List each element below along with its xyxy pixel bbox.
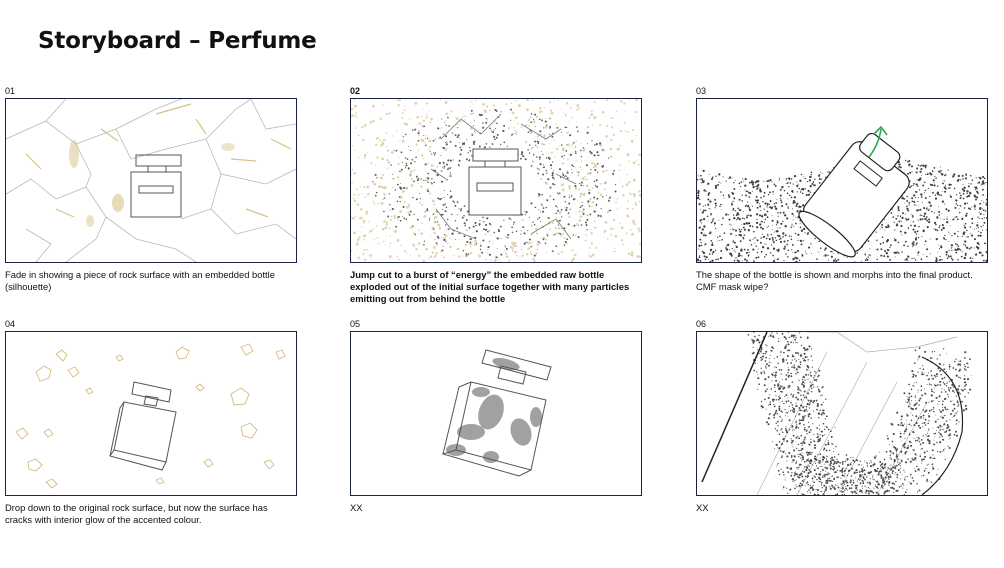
- cracked-rock-sketch: [6, 332, 296, 495]
- panel-sketch-frame: [696, 331, 988, 496]
- panel-caption: XX: [696, 502, 709, 513]
- panel-sketch-frame: [350, 331, 642, 496]
- panel-number: 03: [696, 86, 707, 96]
- panel-caption: Drop down to the original rock surface, but now the surface has cracks with interior glow of the accented colour.: [5, 502, 268, 525]
- panel-caption: The shape of the bottle is shown and morphs into the final product. CMF mask wipe?: [696, 269, 973, 292]
- storyboard-panel-04: [5, 317, 297, 526]
- storyboard-panel-02: [350, 84, 642, 305]
- storyboard-panel-05: [350, 317, 642, 514]
- panel-sketch-frame: [5, 331, 297, 496]
- panel-number: 01: [5, 86, 16, 96]
- panel-sketch-frame: [696, 98, 988, 263]
- panel-number: 06: [696, 319, 707, 329]
- bottle-morph-sketch: [697, 99, 987, 262]
- panel-caption: XX: [350, 502, 363, 513]
- panel-number: 04: [5, 319, 16, 329]
- energy-burst-sketch: [351, 99, 641, 262]
- panel-caption: Jump cut to a burst of “energy” the embedded raw bottle exploded out of the initial surface together with many particles emitting out from behind the bottle: [350, 269, 630, 304]
- particle-wipe-sketch: [697, 332, 987, 495]
- storyboard-panel-03: [696, 84, 988, 293]
- panel-sketch-frame: [5, 98, 297, 263]
- page-title: Storyboard – Perfume: [38, 28, 317, 54]
- storyboard-panel-01: [5, 84, 297, 293]
- panel-number: 02: [350, 86, 361, 96]
- panel-caption: Fade in showing a piece of rock surface with an embedded bottle (silhouette): [5, 269, 275, 292]
- panel-number: 05: [350, 319, 361, 329]
- rock-surface-sketch: [6, 99, 296, 262]
- storyboard-panel-06: [696, 317, 988, 514]
- textured-bottle-sketch: [351, 332, 641, 495]
- panel-sketch-frame: [350, 98, 642, 263]
